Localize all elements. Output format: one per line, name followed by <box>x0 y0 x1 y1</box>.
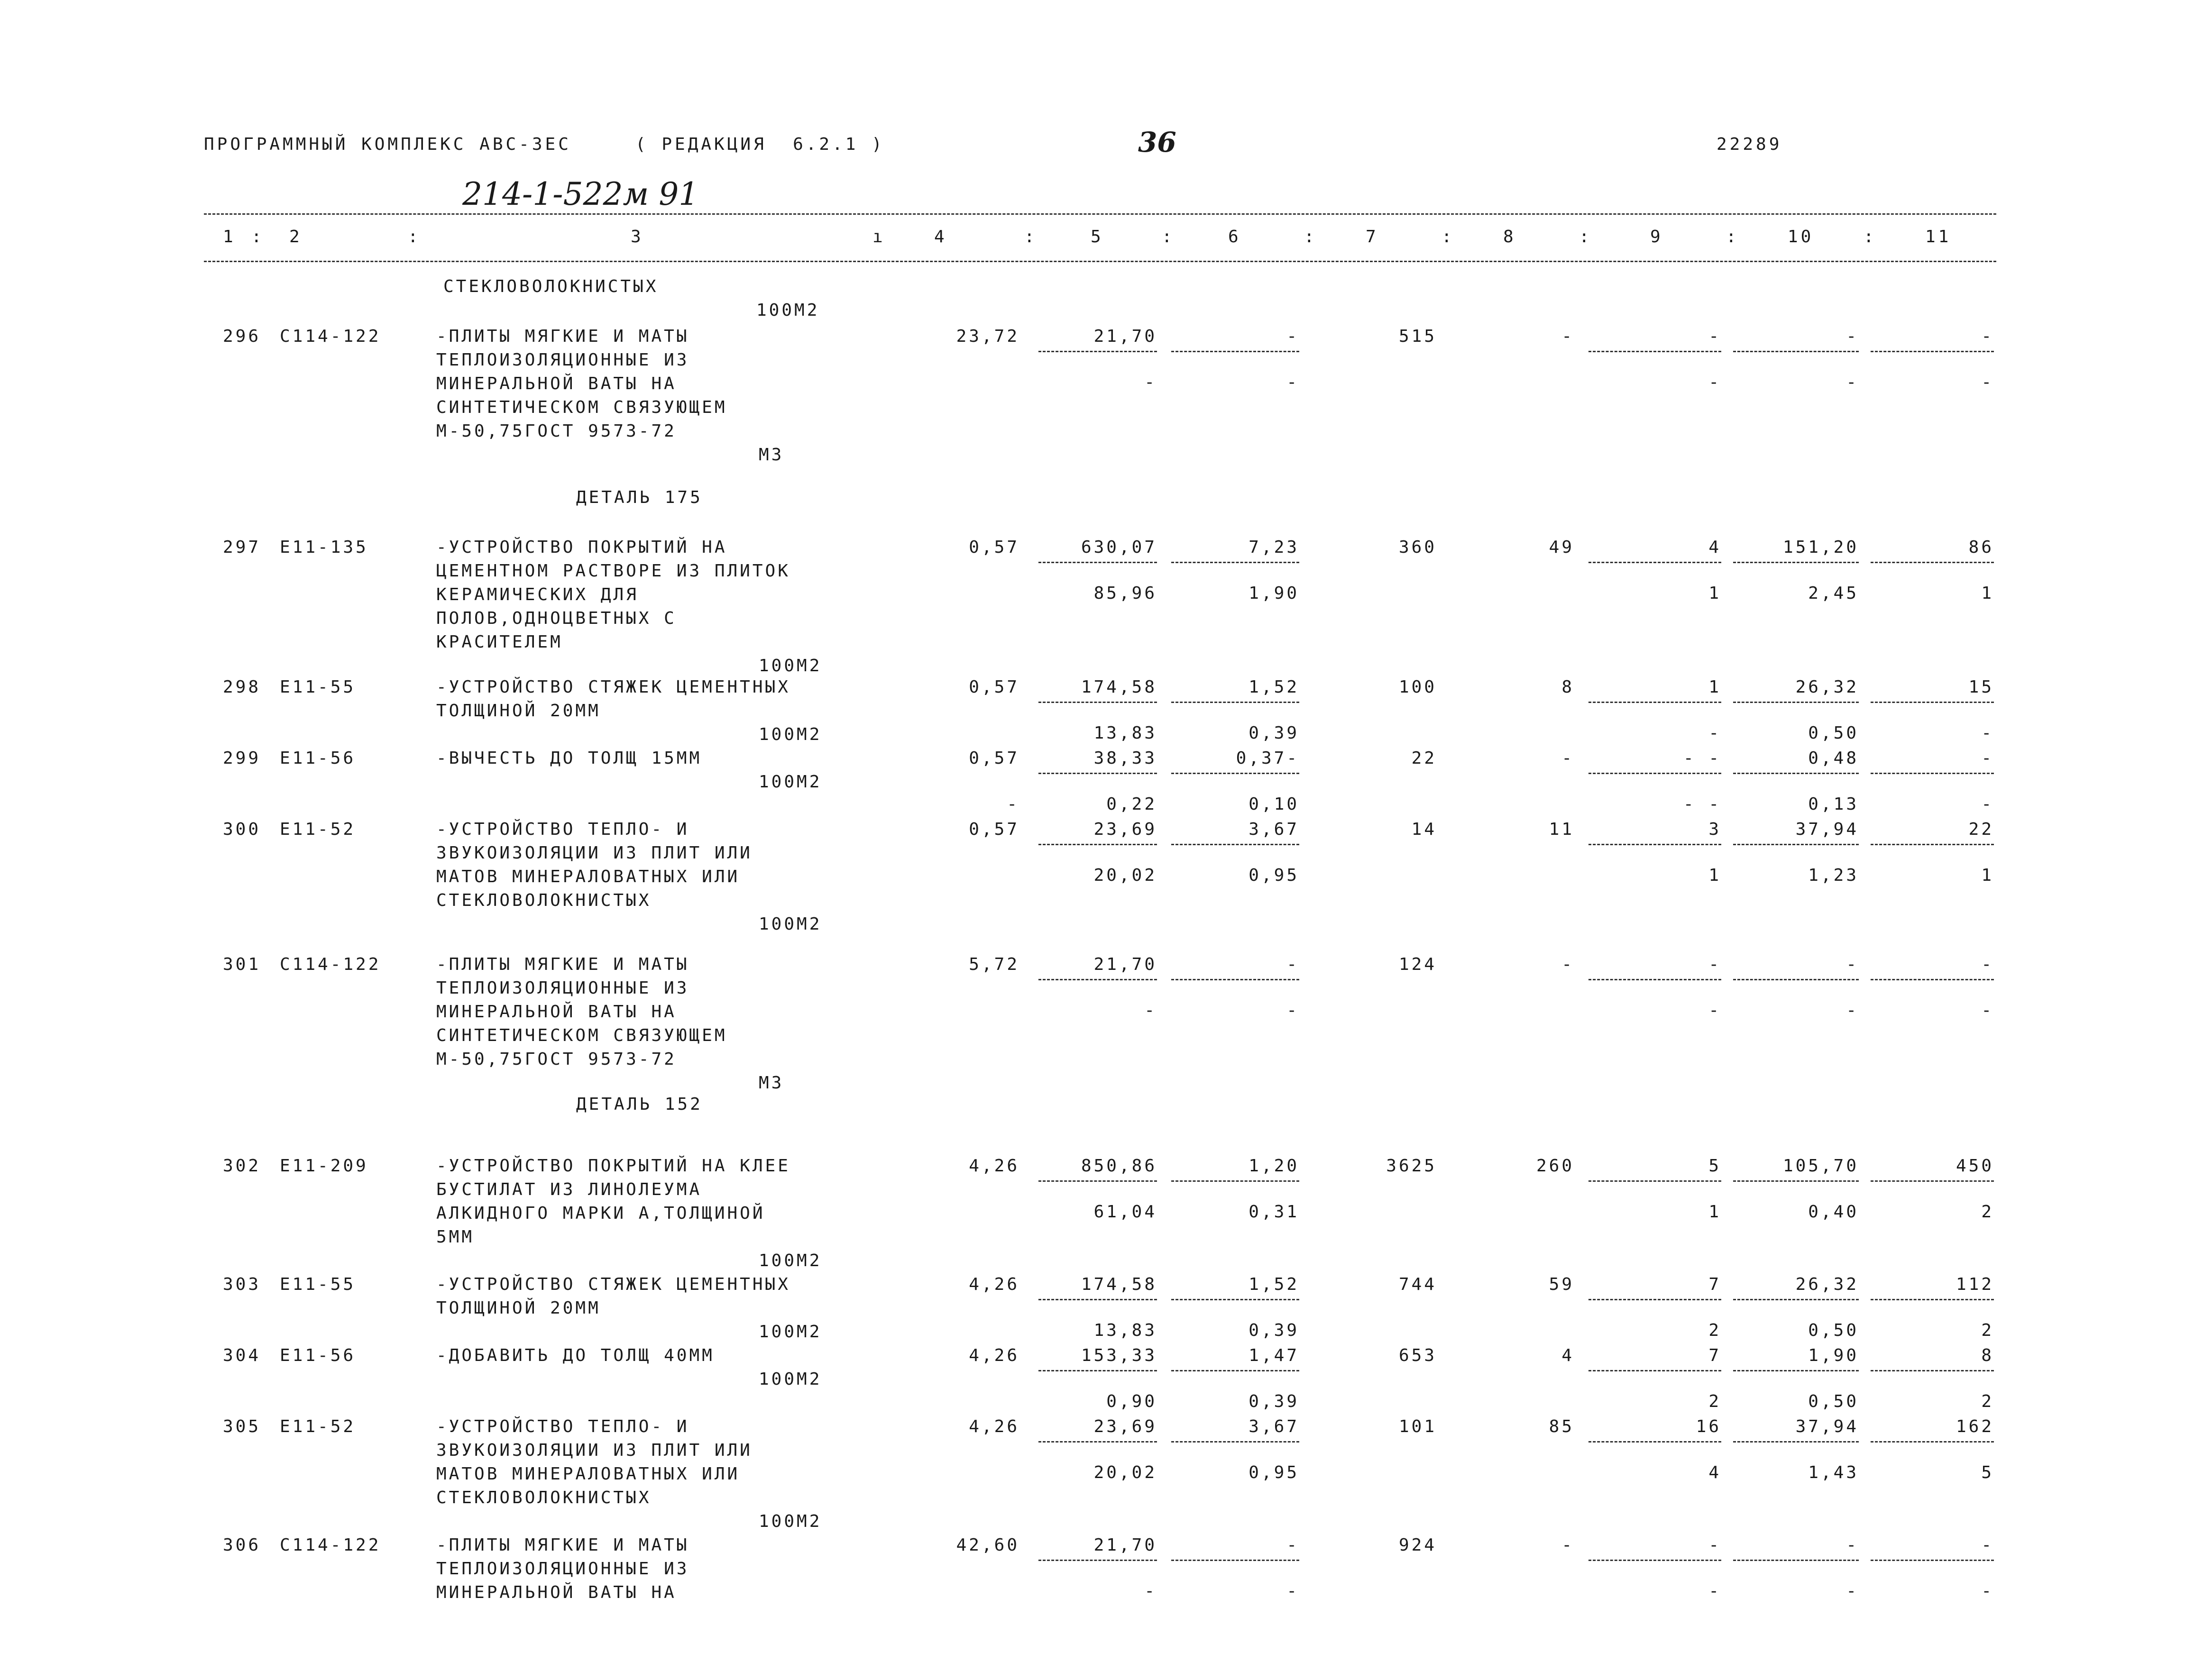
cell-col-6-secondary: 0,39 <box>1249 1392 1299 1411</box>
row-unit: 100М2 <box>759 725 822 744</box>
row-unit: М3 <box>759 1073 784 1093</box>
cell-col-11: - <box>1981 1535 1994 1555</box>
cell-col-11: - <box>1981 327 1994 346</box>
row-number: 301 <box>223 955 261 974</box>
column-header-1: 1 <box>223 227 236 247</box>
cell-col-9: 5 <box>1708 1156 1721 1176</box>
cell-underline <box>1588 773 1721 774</box>
cell-col-9-secondary: 4 <box>1708 1463 1721 1482</box>
cell-underline <box>1038 702 1157 703</box>
cell-col-10-secondary: 0,13 <box>1808 794 1859 814</box>
cell-underline <box>1871 1441 1994 1443</box>
row-description-line: МИНЕРАЛЬНОЙ ВАТЫ НА <box>436 374 677 393</box>
cell-col-11-secondary: - <box>1981 794 1994 814</box>
row-description-line: -ДОБАВИТЬ ДО ТОЛЩ 40ММ <box>436 1346 715 1365</box>
cell-col-10: 105,70 <box>1782 1156 1859 1176</box>
row-description-line: СИНТЕТИЧЕСКОМ СВЯЗУЮЩЕМ <box>436 1026 727 1045</box>
row-description-line: ТЕПЛОИЗОЛЯЦИОННЫЕ ИЗ <box>436 350 689 370</box>
cell-col-6: 0,37- <box>1236 749 1299 768</box>
cell-col-9: 4 <box>1708 538 1721 557</box>
cell-col-7: 101 <box>1398 1417 1437 1436</box>
cell-col-11-secondary: 2 <box>1981 1392 1994 1411</box>
handwritten-code: 214-1-522м 91 <box>462 176 699 212</box>
column-separator: : <box>1864 227 1877 247</box>
cell-underline <box>1171 562 1299 563</box>
cell-underline <box>1588 702 1721 703</box>
cell-underline <box>1588 1441 1721 1443</box>
cell-col-5: 850,86 <box>1081 1156 1157 1176</box>
cell-col-5: 21,70 <box>1093 1535 1157 1555</box>
cell-col-4: 23,72 <box>956 327 1019 346</box>
cell-col-9-secondary: 1 <box>1708 1202 1721 1222</box>
cell-col-4: 0,57 <box>969 820 1019 839</box>
cell-col-7: 3625 <box>1386 1156 1437 1176</box>
cell-col-4: 0,57 <box>969 677 1019 697</box>
cell-col-10-secondary: - <box>1846 373 1859 392</box>
cell-col-5: 153,33 <box>1081 1346 1157 1365</box>
row-number: 305 <box>223 1417 261 1436</box>
cell-col-6: 3,67 <box>1249 820 1299 839</box>
cell-underline <box>1733 979 1859 980</box>
column-separator: : <box>1304 227 1317 247</box>
cell-col-6-secondary: 0,39 <box>1249 723 1299 743</box>
cell-col-6: 3,67 <box>1249 1417 1299 1436</box>
cell-col-11-secondary: - <box>1981 1581 1994 1601</box>
page-mark: 36 <box>1138 126 1176 158</box>
cell-col-9-secondary: - - <box>1683 794 1721 814</box>
header-rule-top <box>204 213 1996 215</box>
row-code: С114-122 <box>280 327 381 346</box>
cell-col-10-secondary: - <box>1846 1581 1859 1601</box>
cell-col-9: 7 <box>1708 1346 1721 1365</box>
cell-col-9: 3 <box>1708 820 1721 839</box>
row-description-line: КРАСИТЕЛЕМ <box>436 632 563 652</box>
row-description-line: АЛКИДНОГО МАРКИ А,ТОЛЩИНОЙ <box>436 1204 765 1223</box>
row-description-line: МАТОВ МИНЕРАЛОВАТНЫХ ИЛИ <box>436 867 740 886</box>
cell-col-5-secondary: 0,90 <box>1106 1392 1157 1411</box>
cell-col-11: 8 <box>1981 1346 1994 1365</box>
cell-col-8: 11 <box>1549 820 1574 839</box>
cell-col-7: 22 <box>1411 749 1437 768</box>
cell-col-9: - - <box>1683 749 1721 768</box>
cell-underline <box>1171 1370 1299 1371</box>
row-unit: М3 <box>759 445 784 465</box>
cell-underline <box>1871 351 1994 352</box>
row-description-line: ТЕПЛОИЗОЛЯЦИОННЫЕ ИЗ <box>436 1559 689 1579</box>
cell-col-5: 38,33 <box>1093 749 1157 768</box>
row-description-line: ЗВУКОИЗОЛЯЦИИ ИЗ ПЛИТ ИЛИ <box>436 1441 753 1460</box>
cell-underline <box>1733 1441 1859 1443</box>
cell-col-11-secondary: 1 <box>1981 584 1994 603</box>
cell-col-10-secondary: - <box>1846 1001 1859 1020</box>
cell-col-9-secondary: - <box>1708 373 1721 392</box>
cell-underline <box>1171 979 1299 980</box>
cell-col-11: - <box>1981 955 1994 974</box>
cell-col-9-secondary: - <box>1708 723 1721 743</box>
cell-underline <box>1171 1180 1299 1182</box>
cell-underline <box>1871 844 1994 845</box>
row-description-line: -ВЫЧЕСТЬ ДО ТОЛЩ 15ММ <box>436 749 702 768</box>
cell-underline <box>1171 844 1299 845</box>
cell-underline <box>1588 1370 1721 1371</box>
cell-col-9: 1 <box>1708 677 1721 697</box>
cell-col-9: 16 <box>1696 1417 1721 1436</box>
row-description-line: ТЕПЛОИЗОЛЯЦИОННЫЕ ИЗ <box>436 978 689 998</box>
cell-col-8: - <box>1561 327 1574 346</box>
row-description-line: ТОЛЩИНОЙ 20ММ <box>436 701 601 721</box>
cell-underline <box>1171 1560 1299 1561</box>
row-number: 304 <box>223 1346 261 1365</box>
row-description-line: МИНЕРАЛЬНОЙ ВАТЫ НА <box>436 1583 677 1602</box>
cell-col-11: 15 <box>1968 677 1994 697</box>
cell-col-11-secondary: - <box>1981 1001 1994 1020</box>
cell-underline <box>1733 1560 1859 1561</box>
cell-col-8: 260 <box>1536 1156 1574 1176</box>
column-separator: : <box>1024 227 1037 247</box>
cell-col-10: 26,32 <box>1795 1275 1859 1294</box>
row-number: 302 <box>223 1156 261 1176</box>
cell-col-10-secondary: 2,45 <box>1808 584 1859 603</box>
cell-underline <box>1038 1180 1157 1182</box>
row-description-line: ЗВУКОИЗОЛЯЦИИ ИЗ ПЛИТ ИЛИ <box>436 843 753 863</box>
cell-col-9-secondary: 1 <box>1708 866 1721 885</box>
cell-col-10-secondary: 0,50 <box>1808 723 1859 743</box>
row-description-line: 5ММ <box>436 1227 475 1247</box>
cell-underline <box>1733 773 1859 774</box>
cell-col-7: 360 <box>1398 538 1437 557</box>
row-description-line: МИНЕРАЛЬНОЙ ВАТЫ НА <box>436 1002 677 1022</box>
row-description-line: ПОЛОВ,ОДНОЦВЕТНЫХ С <box>436 609 677 628</box>
cell-col-4: 42,60 <box>956 1535 1019 1555</box>
column-separator: : <box>1579 227 1592 247</box>
cell-col-11: 162 <box>1955 1417 1994 1436</box>
row-number: 297 <box>223 538 261 557</box>
cell-col-5: 21,70 <box>1093 327 1157 346</box>
cell-underline <box>1038 1370 1157 1371</box>
row-description-line: -УСТРОЙСТВО СТЯЖЕК ЦЕМЕНТНЫХ <box>436 1275 790 1294</box>
cell-col-10-secondary: 0,50 <box>1808 1321 1859 1340</box>
row-unit: 100М2 <box>759 1251 822 1270</box>
row-code: Е11-56 <box>280 1346 356 1365</box>
cell-underline <box>1871 1180 1994 1182</box>
cell-underline <box>1871 562 1994 563</box>
cell-underline <box>1871 1299 1994 1300</box>
edition-label: ( РЕДАКЦИЯ 6.2.1 ) <box>635 135 885 154</box>
cell-col-6: 1,47 <box>1249 1346 1299 1365</box>
row-description-line: ТОЛЩИНОЙ 20ММ <box>436 1298 601 1318</box>
cell-col-4-secondary: - <box>1007 794 1019 814</box>
cell-col-7: 14 <box>1411 820 1437 839</box>
row-description-line: -ПЛИТЫ МЯГКИЕ И МАТЫ <box>436 327 689 346</box>
cell-col-6-secondary: - <box>1286 1001 1299 1020</box>
cell-col-11-secondary: 5 <box>1981 1463 1994 1482</box>
row-code: Е11-135 <box>280 538 368 557</box>
cell-col-11: 112 <box>1955 1275 1994 1294</box>
column-separator: : <box>1726 227 1739 247</box>
cell-col-8: 4 <box>1561 1346 1574 1365</box>
cell-col-9-secondary: 2 <box>1708 1321 1721 1340</box>
cell-col-10-secondary: 0,50 <box>1808 1392 1859 1411</box>
cell-col-5: 23,69 <box>1093 1417 1157 1436</box>
cell-underline <box>1733 1299 1859 1300</box>
cell-col-8: - <box>1561 955 1574 974</box>
column-separator: : <box>408 227 421 247</box>
cell-col-7: 100 <box>1398 677 1437 697</box>
cell-underline <box>1733 351 1859 352</box>
cell-col-10: 37,94 <box>1795 820 1859 839</box>
row-description-line: М-50,75ГОСТ 9573-72 <box>436 1050 677 1069</box>
row-code: Е11-55 <box>280 677 356 697</box>
cell-col-11: 86 <box>1968 538 1994 557</box>
cell-col-11: 22 <box>1968 820 1994 839</box>
cell-col-8: - <box>1561 1535 1574 1555</box>
cell-col-5: 174,58 <box>1081 677 1157 697</box>
cell-col-6-secondary: 1,90 <box>1249 584 1299 603</box>
row-description-line: -ПЛИТЫ МЯГКИЕ И МАТЫ <box>436 1535 689 1555</box>
cell-col-6: 1,52 <box>1249 677 1299 697</box>
row-description-line: -УСТРОЙСТВО СТЯЖЕК ЦЕМЕНТНЫХ <box>436 677 790 697</box>
cell-underline <box>1171 702 1299 703</box>
cell-underline <box>1038 773 1157 774</box>
cell-col-10: - <box>1846 955 1859 974</box>
cell-col-6: 1,20 <box>1249 1156 1299 1176</box>
column-header-10: 10 <box>1788 227 1814 247</box>
row-description-line: СТЕКЛОВОЛОКНИСТЫХ <box>436 1488 652 1507</box>
cell-col-10-secondary: 1,43 <box>1808 1463 1859 1482</box>
row-description-line: МАТОВ МИНЕРАЛОВАТНЫХ ИЛИ <box>436 1464 740 1484</box>
cell-underline <box>1038 1299 1157 1300</box>
row-unit: 100М2 <box>759 1370 822 1389</box>
section-title: ДЕТАЛЬ 152 <box>576 1095 703 1114</box>
cell-underline <box>1588 351 1721 352</box>
cell-col-6-secondary: 0,95 <box>1249 1463 1299 1482</box>
cell-underline <box>1733 1180 1859 1182</box>
cell-underline <box>1733 1370 1859 1371</box>
row-code: Е11-52 <box>280 1417 356 1436</box>
cell-col-4: 0,57 <box>969 538 1019 557</box>
cell-col-8: 8 <box>1561 677 1574 697</box>
row-description-line: -УСТРОЙСТВО ПОКРЫТИЙ НА КЛЕЕ <box>436 1156 790 1176</box>
cell-col-4: 4,26 <box>969 1346 1019 1365</box>
row-number: 299 <box>223 749 261 768</box>
row-description-line: ЦЕМЕНТНОМ РАСТВОРЕ ИЗ ПЛИТОК <box>436 561 790 581</box>
cell-col-9-secondary: 2 <box>1708 1392 1721 1411</box>
cell-underline <box>1733 844 1859 845</box>
cell-col-10-secondary: 1,23 <box>1808 866 1859 885</box>
cell-col-9: - <box>1708 955 1721 974</box>
cell-underline <box>1171 1299 1299 1300</box>
cell-underline <box>1038 351 1157 352</box>
cell-col-6-secondary: 0,39 <box>1249 1321 1299 1340</box>
row-description-line: -ПЛИТЫ МЯГКИЕ И МАТЫ <box>436 955 689 974</box>
cell-underline <box>1038 562 1157 563</box>
cell-col-11: 450 <box>1955 1156 1994 1176</box>
cell-col-6: 7,23 <box>1249 538 1299 557</box>
cell-col-7: 744 <box>1398 1275 1437 1294</box>
cell-underline <box>1588 979 1721 980</box>
cell-underline <box>1733 562 1859 563</box>
cell-underline <box>1588 562 1721 563</box>
section-title: ДЕТАЛЬ 175 <box>576 488 703 507</box>
row-number: 296 <box>223 327 261 346</box>
column-header-2: 2 <box>289 227 303 247</box>
cell-col-7: 515 <box>1398 327 1437 346</box>
cell-col-11-secondary: - <box>1981 723 1994 743</box>
cell-underline <box>1588 1560 1721 1561</box>
cell-col-4: 4,26 <box>969 1417 1019 1436</box>
cell-col-6: - <box>1286 1535 1299 1555</box>
row-unit: 100М2 <box>759 656 822 676</box>
cell-col-4: 0,57 <box>969 749 1019 768</box>
cell-col-9: 7 <box>1708 1275 1721 1294</box>
cell-col-5: 630,07 <box>1081 538 1157 557</box>
cell-col-5: 23,69 <box>1093 820 1157 839</box>
cell-col-5-secondary: 20,02 <box>1093 866 1157 885</box>
row-number: 306 <box>223 1535 261 1555</box>
row-description-line: -УСТРОЙСТВО ТЕПЛО- И <box>436 1417 689 1436</box>
cell-col-5-secondary: 13,83 <box>1093 723 1157 743</box>
row-code: Е11-209 <box>280 1156 368 1176</box>
continuation-text: СТЕКЛОВОЛОКНИСТЫХ <box>443 277 659 296</box>
row-code: Е11-55 <box>280 1275 356 1294</box>
cell-col-11: - <box>1981 749 1994 768</box>
cell-underline <box>1588 1180 1721 1182</box>
cell-col-10: 1,90 <box>1808 1346 1859 1365</box>
cell-col-6-secondary: - <box>1286 373 1299 392</box>
row-unit: 100М2 <box>759 772 822 792</box>
cell-col-4: 5,72 <box>969 955 1019 974</box>
row-number: 298 <box>223 677 261 697</box>
row-description-line: М-50,75ГОСТ 9573-72 <box>436 421 677 441</box>
cell-underline <box>1871 702 1994 703</box>
cell-col-5-secondary: - <box>1144 1581 1157 1601</box>
cell-col-6-secondary: 0,10 <box>1249 794 1299 814</box>
column-header-11: 11 <box>1925 227 1952 247</box>
doc-number: 22289 <box>1717 135 1782 154</box>
column-header-5: 5 <box>1091 227 1104 247</box>
cell-col-9-secondary: 1 <box>1708 584 1721 603</box>
cell-col-7: 924 <box>1398 1535 1437 1555</box>
cell-col-5: 21,70 <box>1093 955 1157 974</box>
column-header-6: 6 <box>1228 227 1241 247</box>
row-code: С114-122 <box>280 955 381 974</box>
cell-col-11-secondary: 2 <box>1981 1321 1994 1340</box>
cell-underline <box>1171 1441 1299 1443</box>
cell-col-5-secondary: - <box>1144 373 1157 392</box>
header-rule-bottom <box>204 261 1996 262</box>
row-code: Е11-56 <box>280 749 356 768</box>
column-separator: : <box>251 227 265 247</box>
cell-underline <box>1871 979 1994 980</box>
row-description-line: -УСТРОЙСТВО ТЕПЛО- И <box>436 820 689 839</box>
column-header-9: 9 <box>1650 227 1663 247</box>
cell-col-10: - <box>1846 327 1859 346</box>
program-title: ПРОГРАММНЫЙ КОМПЛЕКС АВС-3ЕС <box>204 135 571 154</box>
unit-label: 100М2 <box>756 301 820 320</box>
row-code: Е11-52 <box>280 820 356 839</box>
cell-col-4: 4,26 <box>969 1275 1019 1294</box>
row-description-line: -УСТРОЙСТВО ПОКРЫТИЙ НА <box>436 538 727 557</box>
cell-col-10: 0,48 <box>1808 749 1859 768</box>
row-description-line: КЕРАМИЧЕСКИХ ДЛЯ <box>436 585 639 604</box>
cell-col-8: 49 <box>1549 538 1574 557</box>
cell-col-5-secondary: 85,96 <box>1093 584 1157 603</box>
cell-col-5-secondary: 0,22 <box>1106 794 1157 814</box>
cell-col-9: - <box>1708 327 1721 346</box>
cell-col-5-secondary: 61,04 <box>1093 1202 1157 1222</box>
cell-col-6: - <box>1286 955 1299 974</box>
cell-col-6-secondary: - <box>1286 1581 1299 1601</box>
column-separator: : <box>1441 227 1455 247</box>
cell-col-11-secondary: 1 <box>1981 866 1994 885</box>
column-separator: : <box>1162 227 1175 247</box>
cell-col-7: 124 <box>1398 955 1437 974</box>
column-header-4: 4 <box>934 227 947 247</box>
cell-underline <box>1038 1441 1157 1443</box>
cell-underline <box>1871 773 1994 774</box>
cell-col-4: 4,26 <box>969 1156 1019 1176</box>
cell-underline <box>1171 351 1299 352</box>
cell-col-9-secondary: - <box>1708 1001 1721 1020</box>
cell-col-11-secondary: - <box>1981 373 1994 392</box>
row-description-line: СТЕКЛОВОЛОКНИСТЫХ <box>436 891 652 910</box>
row-number: 303 <box>223 1275 261 1294</box>
column-header-7: 7 <box>1366 227 1379 247</box>
column-header-3: 3 <box>631 227 644 247</box>
row-description-line: СИНТЕТИЧЕСКОМ СВЯЗУЮЩЕМ <box>436 398 727 417</box>
cell-col-9: - <box>1708 1535 1721 1555</box>
cell-col-5: 174,58 <box>1081 1275 1157 1294</box>
cell-underline <box>1171 773 1299 774</box>
cell-col-10: 151,20 <box>1782 538 1859 557</box>
cell-col-11-secondary: 2 <box>1981 1202 1994 1222</box>
row-description-line: БУСТИЛАТ ИЗ ЛИНОЛЕУМА <box>436 1180 702 1199</box>
row-number: 300 <box>223 820 261 839</box>
cell-underline <box>1038 844 1157 845</box>
cell-col-5-secondary: 13,83 <box>1093 1321 1157 1340</box>
cell-col-7: 653 <box>1398 1346 1437 1365</box>
cell-col-8: 85 <box>1549 1417 1574 1436</box>
cell-col-5-secondary: - <box>1144 1001 1157 1020</box>
row-unit: 100М2 <box>759 1322 822 1342</box>
cell-col-6-secondary: 0,31 <box>1249 1202 1299 1222</box>
row-unit: 100М2 <box>759 1512 822 1531</box>
cell-col-10: 37,94 <box>1795 1417 1859 1436</box>
cell-col-6-secondary: 0,95 <box>1249 866 1299 885</box>
row-unit: 100М2 <box>759 914 822 934</box>
cell-col-5-secondary: 20,02 <box>1093 1463 1157 1482</box>
cell-underline <box>1871 1560 1994 1561</box>
cell-underline <box>1871 1370 1994 1371</box>
cell-col-6: 1,52 <box>1249 1275 1299 1294</box>
cell-col-10: 26,32 <box>1795 677 1859 697</box>
cell-col-10-secondary: 0,40 <box>1808 1202 1859 1222</box>
cell-col-10: - <box>1846 1535 1859 1555</box>
row-code: С114-122 <box>280 1535 381 1555</box>
cell-underline <box>1588 844 1721 845</box>
cell-col-9-secondary: - <box>1708 1581 1721 1601</box>
column-separator: ı <box>872 227 886 247</box>
cell-underline <box>1038 1560 1157 1561</box>
cell-col-8: 59 <box>1549 1275 1574 1294</box>
cell-col-8: - <box>1561 749 1574 768</box>
cell-underline <box>1588 1299 1721 1300</box>
cell-underline <box>1733 702 1859 703</box>
cell-col-6: - <box>1286 327 1299 346</box>
column-header-8: 8 <box>1503 227 1516 247</box>
cell-underline <box>1038 979 1157 980</box>
